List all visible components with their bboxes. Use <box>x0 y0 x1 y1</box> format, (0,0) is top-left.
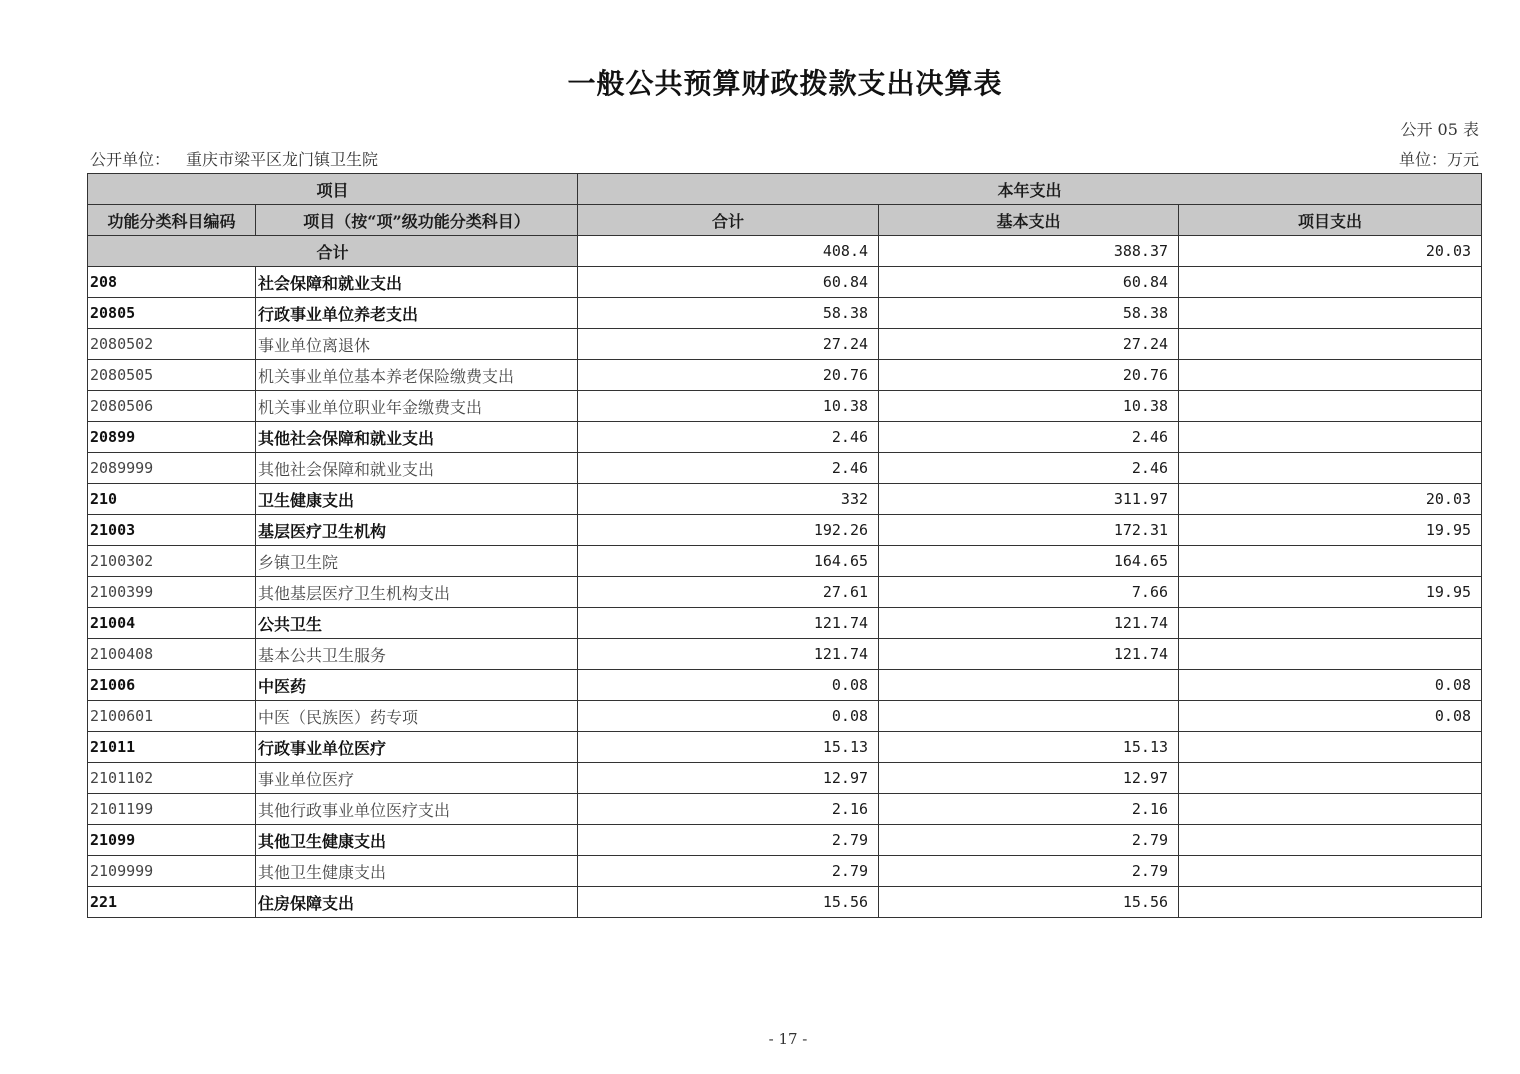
row-total: 27.61 <box>578 577 879 608</box>
row-code: 20805 <box>88 298 256 329</box>
row-code: 2080505 <box>88 360 256 391</box>
row-name: 其他社会保障和就业支出 <box>256 422 578 453</box>
row-code: 21011 <box>88 732 256 763</box>
row-code: 2089999 <box>88 453 256 484</box>
row-basic: 164.65 <box>879 546 1179 577</box>
row-basic: 311.97 <box>879 484 1179 515</box>
row-code: 2101199 <box>88 794 256 825</box>
header-item: 项目（按“项”级功能分类科目） <box>256 205 578 236</box>
table-row <box>88 360 1482 391</box>
reporting-unit-label: 公开单位： <box>90 150 171 169</box>
table-row <box>88 732 1482 763</box>
table-row <box>88 546 1482 577</box>
row-name: 机关事业单位职业年金缴费支出 <box>256 391 578 422</box>
row-code: 221 <box>88 887 256 918</box>
row-code: 21003 <box>88 515 256 546</box>
row-basic: 60.84 <box>879 267 1179 298</box>
table-row <box>88 298 1482 329</box>
row-code: 2100408 <box>88 639 256 670</box>
table-row <box>88 887 1482 918</box>
total-row-total: 408.4 <box>578 236 879 267</box>
row-name: 公共卫生 <box>256 608 578 639</box>
row-code: 2080506 <box>88 391 256 422</box>
row-project <box>1179 329 1482 360</box>
row-basic: 27.24 <box>879 329 1179 360</box>
row-basic: 7.66 <box>879 577 1179 608</box>
row-basic: 2.16 <box>879 794 1179 825</box>
row-total: 12.97 <box>578 763 879 794</box>
row-total: 10.38 <box>578 391 879 422</box>
row-project <box>1179 887 1482 918</box>
row-project <box>1179 856 1482 887</box>
row-code: 21004 <box>88 608 256 639</box>
table-row <box>88 391 1482 422</box>
row-basic: 121.74 <box>879 639 1179 670</box>
row-code: 21099 <box>88 825 256 856</box>
row-basic: 15.56 <box>879 887 1179 918</box>
total-row-label: 合计 <box>88 236 578 267</box>
row-project <box>1179 391 1482 422</box>
row-basic: 2.79 <box>879 825 1179 856</box>
header-project: 项目 <box>88 174 578 205</box>
header-row-top <box>88 174 1482 205</box>
row-total: 192.26 <box>578 515 879 546</box>
row-basic: 2.79 <box>879 856 1179 887</box>
row-name: 机关事业单位基本养老保险缴费支出 <box>256 360 578 391</box>
row-code: 2101102 <box>88 763 256 794</box>
page-number: - 17 - <box>768 1030 808 1048</box>
row-code: 2109999 <box>88 856 256 887</box>
reporting-unit-name: 重庆市梁平区龙门镇卫生院 <box>186 150 379 169</box>
table-row <box>88 701 1482 732</box>
row-project <box>1179 422 1482 453</box>
row-name: 事业单位离退休 <box>256 329 578 360</box>
row-name: 乡镇卫生院 <box>256 546 578 577</box>
row-project: 20.03 <box>1179 484 1482 515</box>
row-code: 210 <box>88 484 256 515</box>
table-row <box>88 484 1482 515</box>
row-name: 其他卫生健康支出 <box>256 825 578 856</box>
row-project: 19.95 <box>1179 577 1482 608</box>
row-name: 基本公共卫生服务 <box>256 639 578 670</box>
page-title: 一般公共预算财政拨款支出决算表 <box>567 67 1003 100</box>
row-name: 社会保障和就业支出 <box>256 267 578 298</box>
row-total: 121.74 <box>578 608 879 639</box>
row-total: 27.24 <box>578 329 879 360</box>
table-row <box>88 329 1482 360</box>
table-row <box>88 577 1482 608</box>
row-total: 20.76 <box>578 360 879 391</box>
row-total: 0.08 <box>578 670 879 701</box>
header-total: 合计 <box>578 205 879 236</box>
row-project <box>1179 298 1482 329</box>
row-total: 58.38 <box>578 298 879 329</box>
header-row-sub <box>88 205 1482 236</box>
row-code: 21006 <box>88 670 256 701</box>
table-row <box>88 608 1482 639</box>
budget-table <box>87 173 1482 918</box>
row-total: 2.46 <box>578 422 879 453</box>
row-basic: 2.46 <box>879 453 1179 484</box>
table-row <box>88 670 1482 701</box>
row-name: 行政事业单位养老支出 <box>256 298 578 329</box>
form-number: 公开 05 表 <box>1400 120 1479 139</box>
row-code: 2100302 <box>88 546 256 577</box>
row-basic: 2.46 <box>879 422 1179 453</box>
header-code: 功能分类科目编码 <box>88 205 256 236</box>
header-current-year: 本年支出 <box>578 174 1482 205</box>
total-row-project: 20.03 <box>1179 236 1482 267</box>
row-name: 其他社会保障和就业支出 <box>256 453 578 484</box>
row-project: 0.08 <box>1179 701 1482 732</box>
row-total: 164.65 <box>578 546 879 577</box>
row-basic <box>879 670 1179 701</box>
reporting-unit <box>90 147 378 170</box>
row-name: 事业单位医疗 <box>256 763 578 794</box>
row-project <box>1179 546 1482 577</box>
row-total: 332 <box>578 484 879 515</box>
row-project: 19.95 <box>1179 515 1482 546</box>
row-basic: 15.13 <box>879 732 1179 763</box>
row-name: 其他行政事业单位医疗支出 <box>256 794 578 825</box>
row-name: 基层医疗卫生机构 <box>256 515 578 546</box>
row-basic: 20.76 <box>879 360 1179 391</box>
row-basic: 58.38 <box>879 298 1179 329</box>
row-code: 208 <box>88 267 256 298</box>
table-row <box>88 639 1482 670</box>
row-project <box>1179 639 1482 670</box>
row-basic: 121.74 <box>879 608 1179 639</box>
row-project <box>1179 267 1482 298</box>
row-total: 121.74 <box>578 639 879 670</box>
header-basic: 基本支出 <box>879 205 1179 236</box>
table-row <box>88 763 1482 794</box>
row-basic: 10.38 <box>879 391 1179 422</box>
row-basic: 172.31 <box>879 515 1179 546</box>
table-row <box>88 515 1482 546</box>
row-total: 2.79 <box>578 856 879 887</box>
row-project <box>1179 763 1482 794</box>
row-name: 中医药 <box>256 670 578 701</box>
row-project: 0.08 <box>1179 670 1482 701</box>
row-name: 中医（民族医）药专项 <box>256 701 578 732</box>
row-code: 2100601 <box>88 701 256 732</box>
table-row <box>88 856 1482 887</box>
table-row <box>88 825 1482 856</box>
row-name: 其他基层医疗卫生机构支出 <box>256 577 578 608</box>
row-basic <box>879 701 1179 732</box>
row-project <box>1179 732 1482 763</box>
table-row <box>88 267 1482 298</box>
row-total: 2.79 <box>578 825 879 856</box>
row-name: 卫生健康支出 <box>256 484 578 515</box>
row-code: 2100399 <box>88 577 256 608</box>
row-project <box>1179 825 1482 856</box>
row-code: 20899 <box>88 422 256 453</box>
row-basic: 12.97 <box>879 763 1179 794</box>
row-project <box>1179 360 1482 391</box>
header-project-exp: 项目支出 <box>1179 205 1482 236</box>
row-total: 0.08 <box>578 701 879 732</box>
row-name: 住房保障支出 <box>256 887 578 918</box>
row-total: 2.16 <box>578 794 879 825</box>
row-code: 2080502 <box>88 329 256 360</box>
table-row <box>88 794 1482 825</box>
total-row <box>88 236 1482 267</box>
row-total: 2.46 <box>578 453 879 484</box>
row-name: 其他卫生健康支出 <box>256 856 578 887</box>
row-total: 15.56 <box>578 887 879 918</box>
table-row <box>88 453 1482 484</box>
row-name: 行政事业单位医疗 <box>256 732 578 763</box>
money-unit: 单位：万元 <box>1398 150 1479 169</box>
row-project <box>1179 608 1482 639</box>
row-project <box>1179 794 1482 825</box>
row-project <box>1179 453 1482 484</box>
row-total: 60.84 <box>578 267 879 298</box>
row-total: 15.13 <box>578 732 879 763</box>
total-row-basic: 388.37 <box>879 236 1179 267</box>
table-row <box>88 422 1482 453</box>
